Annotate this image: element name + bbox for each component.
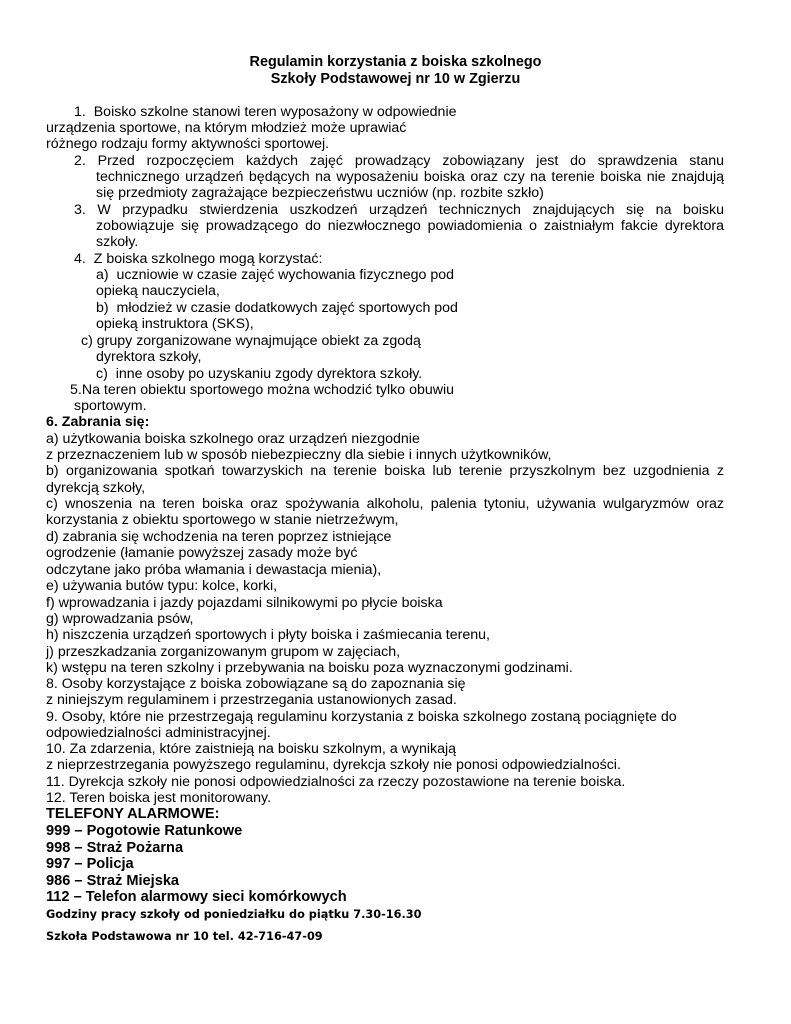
point-6h-line: h) niszczenia urządzeń sportowych i płyty boiska i zaśmiecania terenu, — [46, 627, 490, 643]
point-8-line-2: z niniejszym regulaminem i przestrzegania ustanowionych zasad. — [46, 692, 457, 708]
point-6a-line-2: z przeznaczeniem lub w sposób niebezpieczny dla siebie i innych użytkowników, — [46, 447, 552, 463]
point-4-line-1: 4. Z boiska szkolnego mogą korzystać: — [74, 251, 323, 267]
point-4a-line-2: opieką nauczyciela, — [96, 283, 220, 299]
point-6k-line: k) wstępu na teren szkolny i przebywania na boisku poza wyznaczonymi godzinami. — [46, 660, 573, 676]
point-6c-line-2: korzystania z obiektu sportowego w stanie nietrzeźwym, — [46, 512, 399, 528]
school-hours: Godziny pracy szkoły od poniedziałku do piątku 7.30-16.30 — [46, 908, 422, 921]
point-9-line-2: odpowiedzialności administracyjnej. — [46, 725, 271, 741]
school-phone: Szkoła Podstawowa nr 10 tel. 42-716-47-09 — [46, 930, 323, 943]
phone-ambulance: 999 – Pogotowie Ratunkowe — [46, 823, 243, 839]
point-6-heading: 6. Zabrania się: — [46, 414, 150, 430]
point-6f-line: f) wprowadzania i jazdy pojazdami silnikowymi po płycie boiska — [46, 595, 443, 611]
point-2-line-3: się przedmioty zagrażające bezpieczeństwu uczniów (np. rozbite szkło) — [96, 185, 544, 201]
point-5-line-2: sportowym. — [74, 398, 147, 414]
point-4b-line-1: b) młodzież w czasie dodatkowych zajęć sportowych pod — [96, 300, 458, 316]
point-12-line: 12. Teren boiska jest monitorowany. — [46, 790, 272, 806]
point-3-line-1: 3. W przypadku stwierdzenia uszkodzeń urządzeń technicznych znajdujących się na boisku — [74, 202, 724, 218]
emergency-phones-heading: TELEFONY ALARMOWE: — [46, 806, 220, 822]
point-6g-line: g) wprowadzania psów, — [46, 611, 194, 627]
point-4c-line-1: c) grupy zorganizowane wynajmujące obiekt za zgodą — [81, 333, 421, 349]
phone-police: 997 – Policja — [46, 856, 134, 872]
phone-mobile-emergency: 112 – Telefon alarmowy sieci komórkowych — [46, 889, 347, 905]
point-9-line-1: 9. Osoby, które nie przestrzegają regulaminu korzystania z boiska szkolnego zostaną pociągnięte do — [46, 709, 677, 725]
point-8-line-1: 8. Osoby korzystające z boiska zobowiązane są do zapoznania się — [46, 676, 466, 692]
point-4c-line-2: dyrektora szkoły, — [96, 349, 202, 365]
point-6c-line-1: c) wnoszenia na teren boiska oraz spożywania alkoholu, palenia tytoniu, używania wulgaryzmów oraz — [46, 496, 724, 512]
point-4b-line-2: opieką instruktora (SKS), — [96, 316, 254, 332]
point-4d-line-1: c) inne osoby po uzyskaniu zgody dyrektora szkoły. — [96, 366, 423, 382]
phone-fire-brigade: 998 – Straż Pożarna — [46, 840, 184, 856]
point-1-line-2: urządzenia sportowe, na którym młodzież może uprawiać — [46, 120, 407, 136]
point-3-line-3: szkoły. — [96, 234, 139, 250]
point-6d-line-1: d) zabrania się wchodzenia na teren poprzez istniejące — [46, 529, 392, 545]
point-6e-line: e) używania butów typu: kolce, korki, — [46, 578, 278, 594]
point-2-line-2: technicznego urządzeń będących na wyposażeniu boiska oraz czy na terenie boiska nie znajdują — [96, 169, 724, 185]
point-10-line-1: 10. Za zdarzenia, które zaistnieją na boisku szkolnym, a wynikają — [46, 741, 457, 757]
point-6a-line-1: a) użytkowania boiska szkolnego oraz urządzeń niezgodnie — [46, 431, 420, 447]
point-5-line-1: 5.Na teren obiektu sportowego można wchodzić tylko obuwiu — [70, 382, 455, 398]
point-4a-line-1: a) uczniowie w czasie zajęć wychowania fizycznego pod — [96, 267, 455, 283]
point-6b-line-2: dyrekcją szkoły, — [46, 480, 146, 496]
point-6d-line-2: ogrodzenie (łamanie powyższej zasady może być — [46, 545, 358, 561]
point-1-line-1: 1. Boisko szkolne stanowi teren wyposażony w odpowiednie — [74, 104, 457, 120]
title-line-2: Szkoły Podstawowej nr 10 w Zgierzu — [270, 71, 521, 87]
point-6b-line-1: b) organizowania spotkań towarzyskich na terenie boiska lub terenie przyszkolnym bez uzgodnienia z — [46, 463, 724, 479]
title-line-1: Regulamin korzystania z boiska szkolnego — [249, 54, 542, 70]
point-3-line-2: zobowiązuje się prowadzącego do niezwłocznego powiadomienia o zaistniałym fakcie dyrektora — [96, 218, 724, 234]
point-1-line-3: różnego rodzaju formy aktywności sportowej. — [46, 136, 330, 152]
point-2-line-1: 2. Przed rozpoczęciem każdych zajęć prowadzący zobowiązany jest do sprawdzenia stanu — [74, 153, 724, 169]
point-11-line: 11. Dyrekcja szkoły nie ponosi odpowiedzialności za rzeczy pozostawione na terenie boiska. — [46, 774, 626, 790]
point-10-line-2: z nieprzestrzegania powyższego regulaminu, dyrekcja szkoły nie ponosi odpowiedzialności. — [46, 757, 621, 773]
point-6d-line-3: odczytane jako próba włamania i dewastacja mienia), — [46, 562, 382, 578]
point-6j-line: j) przeszkadzania zorganizowanym grupom w zajęciach, — [46, 644, 401, 660]
phone-city-guard: 986 – Straż Miejska — [46, 873, 180, 889]
